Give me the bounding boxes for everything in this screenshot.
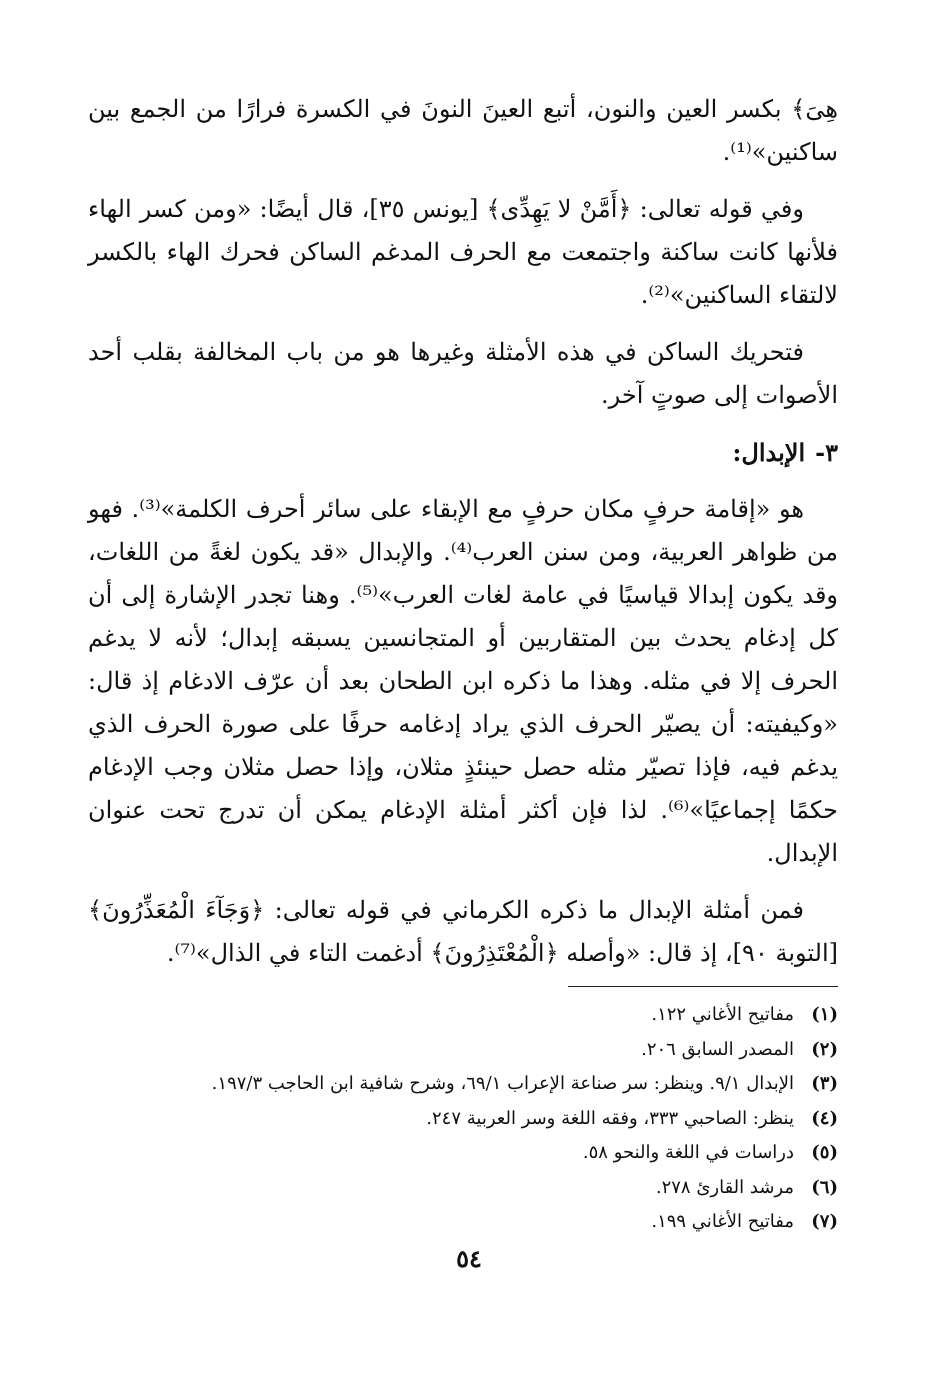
footnote-text: مفاتيح الأغاني ١٢٢. [651, 1004, 794, 1025]
footnote-number: (٣) [811, 1073, 838, 1094]
footnote-number: (٤) [811, 1107, 838, 1129]
main-text [88, 88, 838, 989]
footnote-item [80, 1102, 838, 1137]
paragraph-4: هو «إقامة حرفٍ مكان حرفٍ مع الإبقاء على سائر أحرف الكلمة»⁽³⁾. فهو من ظواهر العربية، ومن سنن العرب⁽⁴⁾. والإبدال «قد يكون لغةً من اللغات، وقد يكون إبدالا قياسيًا في عامة لغات العرب»⁽⁵⁾. وهنا تجدر الإشارة إلى أن كل إدغام يحدث بين المتقاربين أو المتجانسين يسبقه إبدال؛ لأنه لا يدغم الحرف إلا في مثله. وهذا ما ذكره ابن الطحان بعد أن عرّف الادغام إذ قال: «وكيفيته: أن يصيّر الحرف الذي يراد إدغامه حرفًا على صورة الحرف الذي يدغم فيه، فإذا تصيّر مثله حصل حينئذٍ مثلان، وإذا حصل مثلان وجب الإدغام حكمًا إجماعيًا»⁽⁶⁾. لذا فإن أكثر أمثلة الإدغام يمكن أن تدرج تحت عنوان الإبدال. [88, 495, 839, 867]
footnote-item [80, 1205, 838, 1240]
paragraph-3: فتحريك الساكن في هذه الأمثلة وغيرها هو من باب المخالفة بقلب أحد الأصوات إلى صوتٍ آخر. [88, 338, 838, 409]
footnote-text: الإبدال ٩/١. وينظر: سر صناعة الإعراب ٦٩/١، وشرح شافية ابن الحاجب ١٩٧/٣. [211, 1073, 794, 1094]
paragraph-1: هِىَ﴾ بكسر العين والنون، أتبع العينَ النونَ في الكسرة فرارًا من الجمع بين ساكنين»⁽¹⁾. [88, 95, 838, 166]
footnote-item [80, 1136, 838, 1171]
footnote-item [80, 998, 838, 1033]
paragraph-2: وفي قوله تعالى: ﴿أَمَّنْ لا يَهِدِّى﴾ [يونس ٣٥]، قال أيضًا: «ومن كسر الهاء فلأنها كانت ساكنة واجتمعت مع الحرف المدغم الساكن فحرك الهاء بالكسر لالتقاء الساكنين»⁽²⁾. [88, 195, 838, 309]
footnote-text: مرشد القارئ ٢٧٨. [655, 1176, 794, 1198]
footnote-item [80, 1033, 838, 1068]
footnote-number: (٢) [811, 1038, 838, 1060]
section-heading-title: الإبدال: [732, 438, 806, 467]
footnote-number: (٧) [811, 1211, 838, 1232]
footnote-item [80, 1067, 838, 1102]
footnote-text: ينظر: الصاحبي ٣٣٣، وفقه اللغة وسر العربية ٢٤٧. [426, 1107, 794, 1129]
footnote-item [80, 1171, 838, 1206]
page-number: ٥٤ [456, 1244, 482, 1273]
section-heading-number: ٣- [815, 438, 838, 467]
section-heading [88, 431, 838, 474]
footnote-number: (٦) [811, 1176, 838, 1198]
footnote-text: مفاتيح الأغاني ١٩٩. [651, 1211, 794, 1232]
footnote-number: (١) [811, 1004, 838, 1025]
footnote-number: (٥) [811, 1142, 838, 1163]
footnotes [80, 998, 838, 1240]
footnote-divider [568, 986, 838, 987]
footnote-text: المصدر السابق ٢٠٦. [641, 1038, 794, 1060]
footnote-text: دراسات في اللغة والنحو ٥٨. [582, 1142, 794, 1163]
paragraph-5: فمن أمثلة الإبدال ما ذكره الكرماني في قوله تعالى: ﴿وَجَآءَ الْمُعَذِّرُونَ﴾ [التوبة ٩٠]، إذ قال: «وأصله ﴿الْمُعْتَذِرُونَ﴾ أدغمت التاء في الذال»⁽⁷⁾. [88, 896, 838, 967]
